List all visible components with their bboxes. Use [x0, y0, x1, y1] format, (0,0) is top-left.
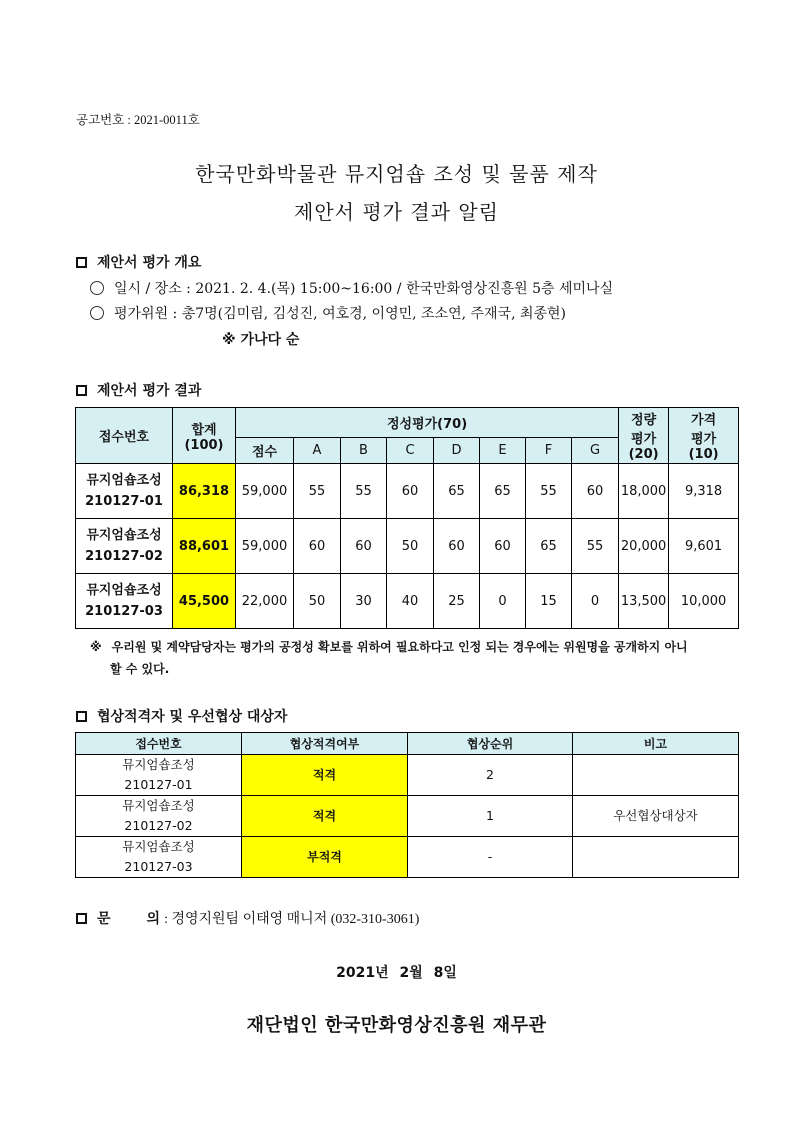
section-results-heading — [76, 380, 201, 400]
cell-remark — [573, 755, 739, 796]
overview-item-evaluators — [90, 303, 566, 323]
cell-criterion: 50 — [294, 574, 341, 629]
section-overview-heading — [76, 252, 201, 272]
overview-item-text: 일시 / 장소 : 2021. 2. 4.(목) 15:00~16:00 / 한국만화영상진흥원 5층 세미나실 — [114, 281, 614, 297]
header-criterion: C — [387, 438, 434, 464]
cell-criterion: 60 — [572, 464, 619, 519]
header-criterion: D — [434, 438, 480, 464]
header-criterion: E — [480, 438, 526, 464]
table-row — [76, 755, 739, 796]
cell-eligibility: 적격 — [242, 755, 408, 796]
proposal-code: 210127-02 — [124, 818, 193, 833]
proposal-code: 210127-03 — [85, 604, 163, 619]
section-title: 협상적격자 및 우선협상 대상자 — [97, 709, 288, 725]
cell-criterion: 65 — [480, 464, 526, 519]
cell-criterion: 55 — [572, 519, 619, 574]
cell-criterion: 55 — [526, 464, 572, 519]
contact-label-part1: 문 — [97, 911, 111, 927]
cell-score: 22,000 — [236, 574, 294, 629]
contact-label-part2: 의 — [146, 911, 161, 927]
header-criterion: F — [526, 438, 572, 464]
contact-value: : 경영지원팀 이태영 매니저 (032-310-3061) — [164, 912, 420, 927]
proposal-name: 뮤지엄숍조성 — [86, 583, 162, 598]
cell-criterion: 55 — [341, 464, 387, 519]
cell-total: 45,500 — [173, 574, 236, 629]
disclosure-footnote — [90, 636, 740, 680]
proposal-code: 210127-02 — [85, 549, 163, 564]
table-row — [76, 464, 739, 519]
cell-price: 9,601 — [669, 519, 739, 574]
proposal-name: 뮤지엄숍조성 — [122, 798, 195, 813]
proposal-name: 뮤지엄숍조성 — [86, 473, 162, 488]
header-criterion: G — [572, 438, 619, 464]
negotiation-table — [75, 732, 739, 878]
cell-quantitative: 13,500 — [619, 574, 669, 629]
cell-rank: - — [408, 837, 573, 878]
cell-eligibility: 적격 — [242, 796, 408, 837]
cell-remark — [573, 837, 739, 878]
header-total — [173, 408, 236, 464]
header-quantitative-l2: 평가 — [631, 432, 657, 447]
cell-id — [76, 464, 173, 519]
proposal-code: 210127-01 — [85, 494, 163, 509]
header-quantitative — [619, 408, 669, 464]
header-score: 점수 — [236, 438, 294, 464]
cell-eligibility: 부적격 — [242, 837, 408, 878]
evaluation-results-table — [75, 407, 739, 629]
cell-score: 59,000 — [236, 464, 294, 519]
cell-id — [76, 755, 242, 796]
cell-id — [76, 519, 173, 574]
cell-criterion: 55 — [294, 464, 341, 519]
document-title-line2: 제안서 평가 결과 알림 — [294, 200, 499, 224]
circle-bullet-icon — [90, 281, 104, 295]
section-title: 제안서 평가 개요 — [97, 255, 202, 271]
cell-rank: 1 — [408, 796, 573, 837]
header-eligibility: 협상적격여부 — [242, 733, 408, 755]
proposal-name: 뮤지엄숍조성 — [122, 757, 195, 772]
cell-criterion: 60 — [294, 519, 341, 574]
overview-item-text: 평가위원 : 총7명(김미림, 김성진, 여호경, 이영민, 조소연, 주재국, 최종현) — [114, 306, 566, 322]
cell-criterion: 30 — [341, 574, 387, 629]
header-total-max: (100) — [184, 437, 224, 453]
cell-criterion: 0 — [572, 574, 619, 629]
header-criterion: A — [294, 438, 341, 464]
header-total-label: 합계 — [191, 422, 217, 438]
cell-rank: 2 — [408, 755, 573, 796]
checkbox-square-icon — [76, 711, 87, 722]
cell-criterion: 60 — [480, 519, 526, 574]
header-criterion: B — [341, 438, 387, 464]
proposal-code: 210127-03 — [124, 859, 193, 874]
header-price-l2: 평가 — [691, 432, 717, 447]
issue-date: 2021년 2월 8일 — [336, 965, 457, 981]
header-price-l3: (10) — [688, 447, 719, 462]
header-quantitative-l3: (20) — [628, 447, 659, 462]
cell-total: 88,601 — [173, 519, 236, 574]
cell-quantitative: 20,000 — [619, 519, 669, 574]
table-row — [76, 574, 739, 629]
checkbox-square-icon — [76, 257, 87, 268]
header-remark: 비고 — [573, 733, 739, 755]
cell-criterion: 15 — [526, 574, 572, 629]
proposal-name: 뮤지엄숍조성 — [122, 839, 195, 854]
section-negotiation-heading — [76, 706, 287, 726]
cell-quantitative: 18,000 — [619, 464, 669, 519]
header-price — [669, 408, 739, 464]
cell-criterion: 65 — [434, 464, 480, 519]
cell-price: 10,000 — [669, 574, 739, 629]
header-price-l1: 가격 — [691, 413, 717, 428]
header-id: 접수번호 — [76, 408, 173, 464]
cell-criterion: 65 — [526, 519, 572, 574]
header-quantitative-l1: 정량 — [631, 413, 657, 428]
cell-remark: 우선협상대상자 — [573, 796, 739, 837]
cell-criterion: 50 — [387, 519, 434, 574]
cell-id — [76, 574, 173, 629]
circle-bullet-icon — [90, 306, 104, 320]
overview-item-datetime — [90, 278, 613, 298]
cell-price: 9,318 — [669, 464, 739, 519]
document-title-line1: 한국만화박물관 뮤지엄숍 조성 및 물품 제작 — [195, 162, 598, 186]
cell-criterion: 60 — [341, 519, 387, 574]
issuer-name: 재단법인 한국만화영상진흥원 재무관 — [246, 1015, 547, 1036]
footnote-line2: 할 수 있다. — [110, 662, 170, 676]
section-title: 제안서 평가 결과 — [97, 383, 202, 399]
cell-id — [76, 837, 242, 878]
notice-number: 공고번호 : 2021-0011호 — [76, 113, 200, 127]
footnote-line1: 우리원 및 계약담당자는 평가의 공정성 확보를 위하여 필요하다고 인정 되는 경우에는 위원명을 공개하지 아니 — [111, 640, 688, 654]
header-id: 접수번호 — [76, 733, 242, 755]
cell-criterion: 60 — [387, 464, 434, 519]
header-qualitative: 정성평가(70) — [236, 408, 619, 438]
checkbox-square-icon — [76, 913, 87, 924]
cell-criterion: 25 — [434, 574, 480, 629]
contact-info — [76, 908, 419, 928]
cell-total: 86,318 — [173, 464, 236, 519]
cell-criterion: 0 — [480, 574, 526, 629]
cell-score: 59,000 — [236, 519, 294, 574]
cell-criterion: 60 — [434, 519, 480, 574]
table-row — [76, 837, 739, 878]
cell-criterion: 40 — [387, 574, 434, 629]
alphabetical-note: ※ 가나다 순 — [222, 332, 300, 348]
header-rank: 협상순위 — [408, 733, 573, 755]
proposal-name: 뮤지엄숍조성 — [86, 528, 162, 543]
checkbox-square-icon — [76, 385, 87, 396]
cell-id — [76, 796, 242, 837]
table-row — [76, 796, 739, 837]
reference-mark: ※ — [90, 640, 102, 654]
table-row — [76, 519, 739, 574]
proposal-code: 210127-01 — [124, 777, 193, 792]
